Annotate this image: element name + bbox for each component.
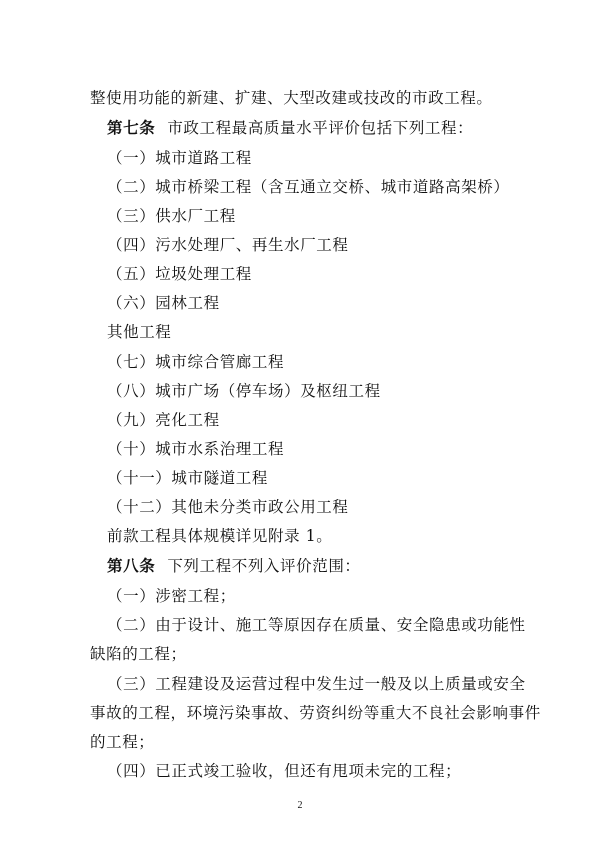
body-line-continuation: 整使用功能的新建、扩建、大型改建或技改的市政工程。 <box>90 89 493 107</box>
exclusion-item-4: （四）已正式竣工验收，但还有甩项未完的工程； <box>107 762 462 780</box>
exclusion-item-3: （三）工程建设及运营过程中发生过一般及以上质量或安全 <box>107 675 526 693</box>
list-item-8: （八）城市广场（停车场）及枢纽工程 <box>107 382 381 400</box>
exclusion-item-2-cont: 缺陷的工程； <box>90 645 187 663</box>
article-8-label: 第八条 <box>107 557 156 575</box>
exclusion-item-1: （一）涉密工程； <box>107 587 236 605</box>
exclusion-item-3-cont-2: 的工程； <box>90 733 155 751</box>
article-7-text: 市政工程最高质量水平评价包括下列工程： <box>167 119 474 137</box>
list-item-11: （十一）城市隧道工程 <box>107 469 269 487</box>
list-item-2: （二）城市桥梁工程（含互通立交桥、城市道路高架桥） <box>107 178 510 196</box>
page-number: 2 <box>297 800 303 811</box>
list-item-1: （一）城市道路工程 <box>107 149 252 167</box>
list-item-7: （七）城市综合管廊工程 <box>107 353 285 371</box>
article-8-text: 下列工程不列入评价范围： <box>167 557 361 575</box>
exclusion-item-2: （二）由于设计、施工等原因存在质量、安全隐患或功能性 <box>107 616 526 634</box>
article-8-heading <box>107 556 361 576</box>
list-item-4: （四）污水处理厂、再生水厂工程 <box>107 236 349 254</box>
section-other-works: 其他工程 <box>107 323 172 341</box>
article-7-label: 第七条 <box>107 119 156 137</box>
list-item-3: （三）供水厂工程 <box>107 207 236 225</box>
appendix-reference: 前款工程具体规模详见附录 1。 <box>107 527 333 545</box>
list-item-10: （十）城市水系治理工程 <box>107 440 285 458</box>
list-item-6: （六）园林工程 <box>107 294 220 312</box>
exclusion-item-3-cont-1: 事故的工程，环境污染事故、劳资纠纷等重大不良社会影响事件 <box>90 704 541 722</box>
list-item-12: （十二）其他未分类市政公用工程 <box>107 498 349 516</box>
article-7-heading <box>107 118 473 138</box>
list-item-5: （五）垃圾处理工程 <box>107 265 252 283</box>
list-item-9: （九）亮化工程 <box>107 411 220 429</box>
